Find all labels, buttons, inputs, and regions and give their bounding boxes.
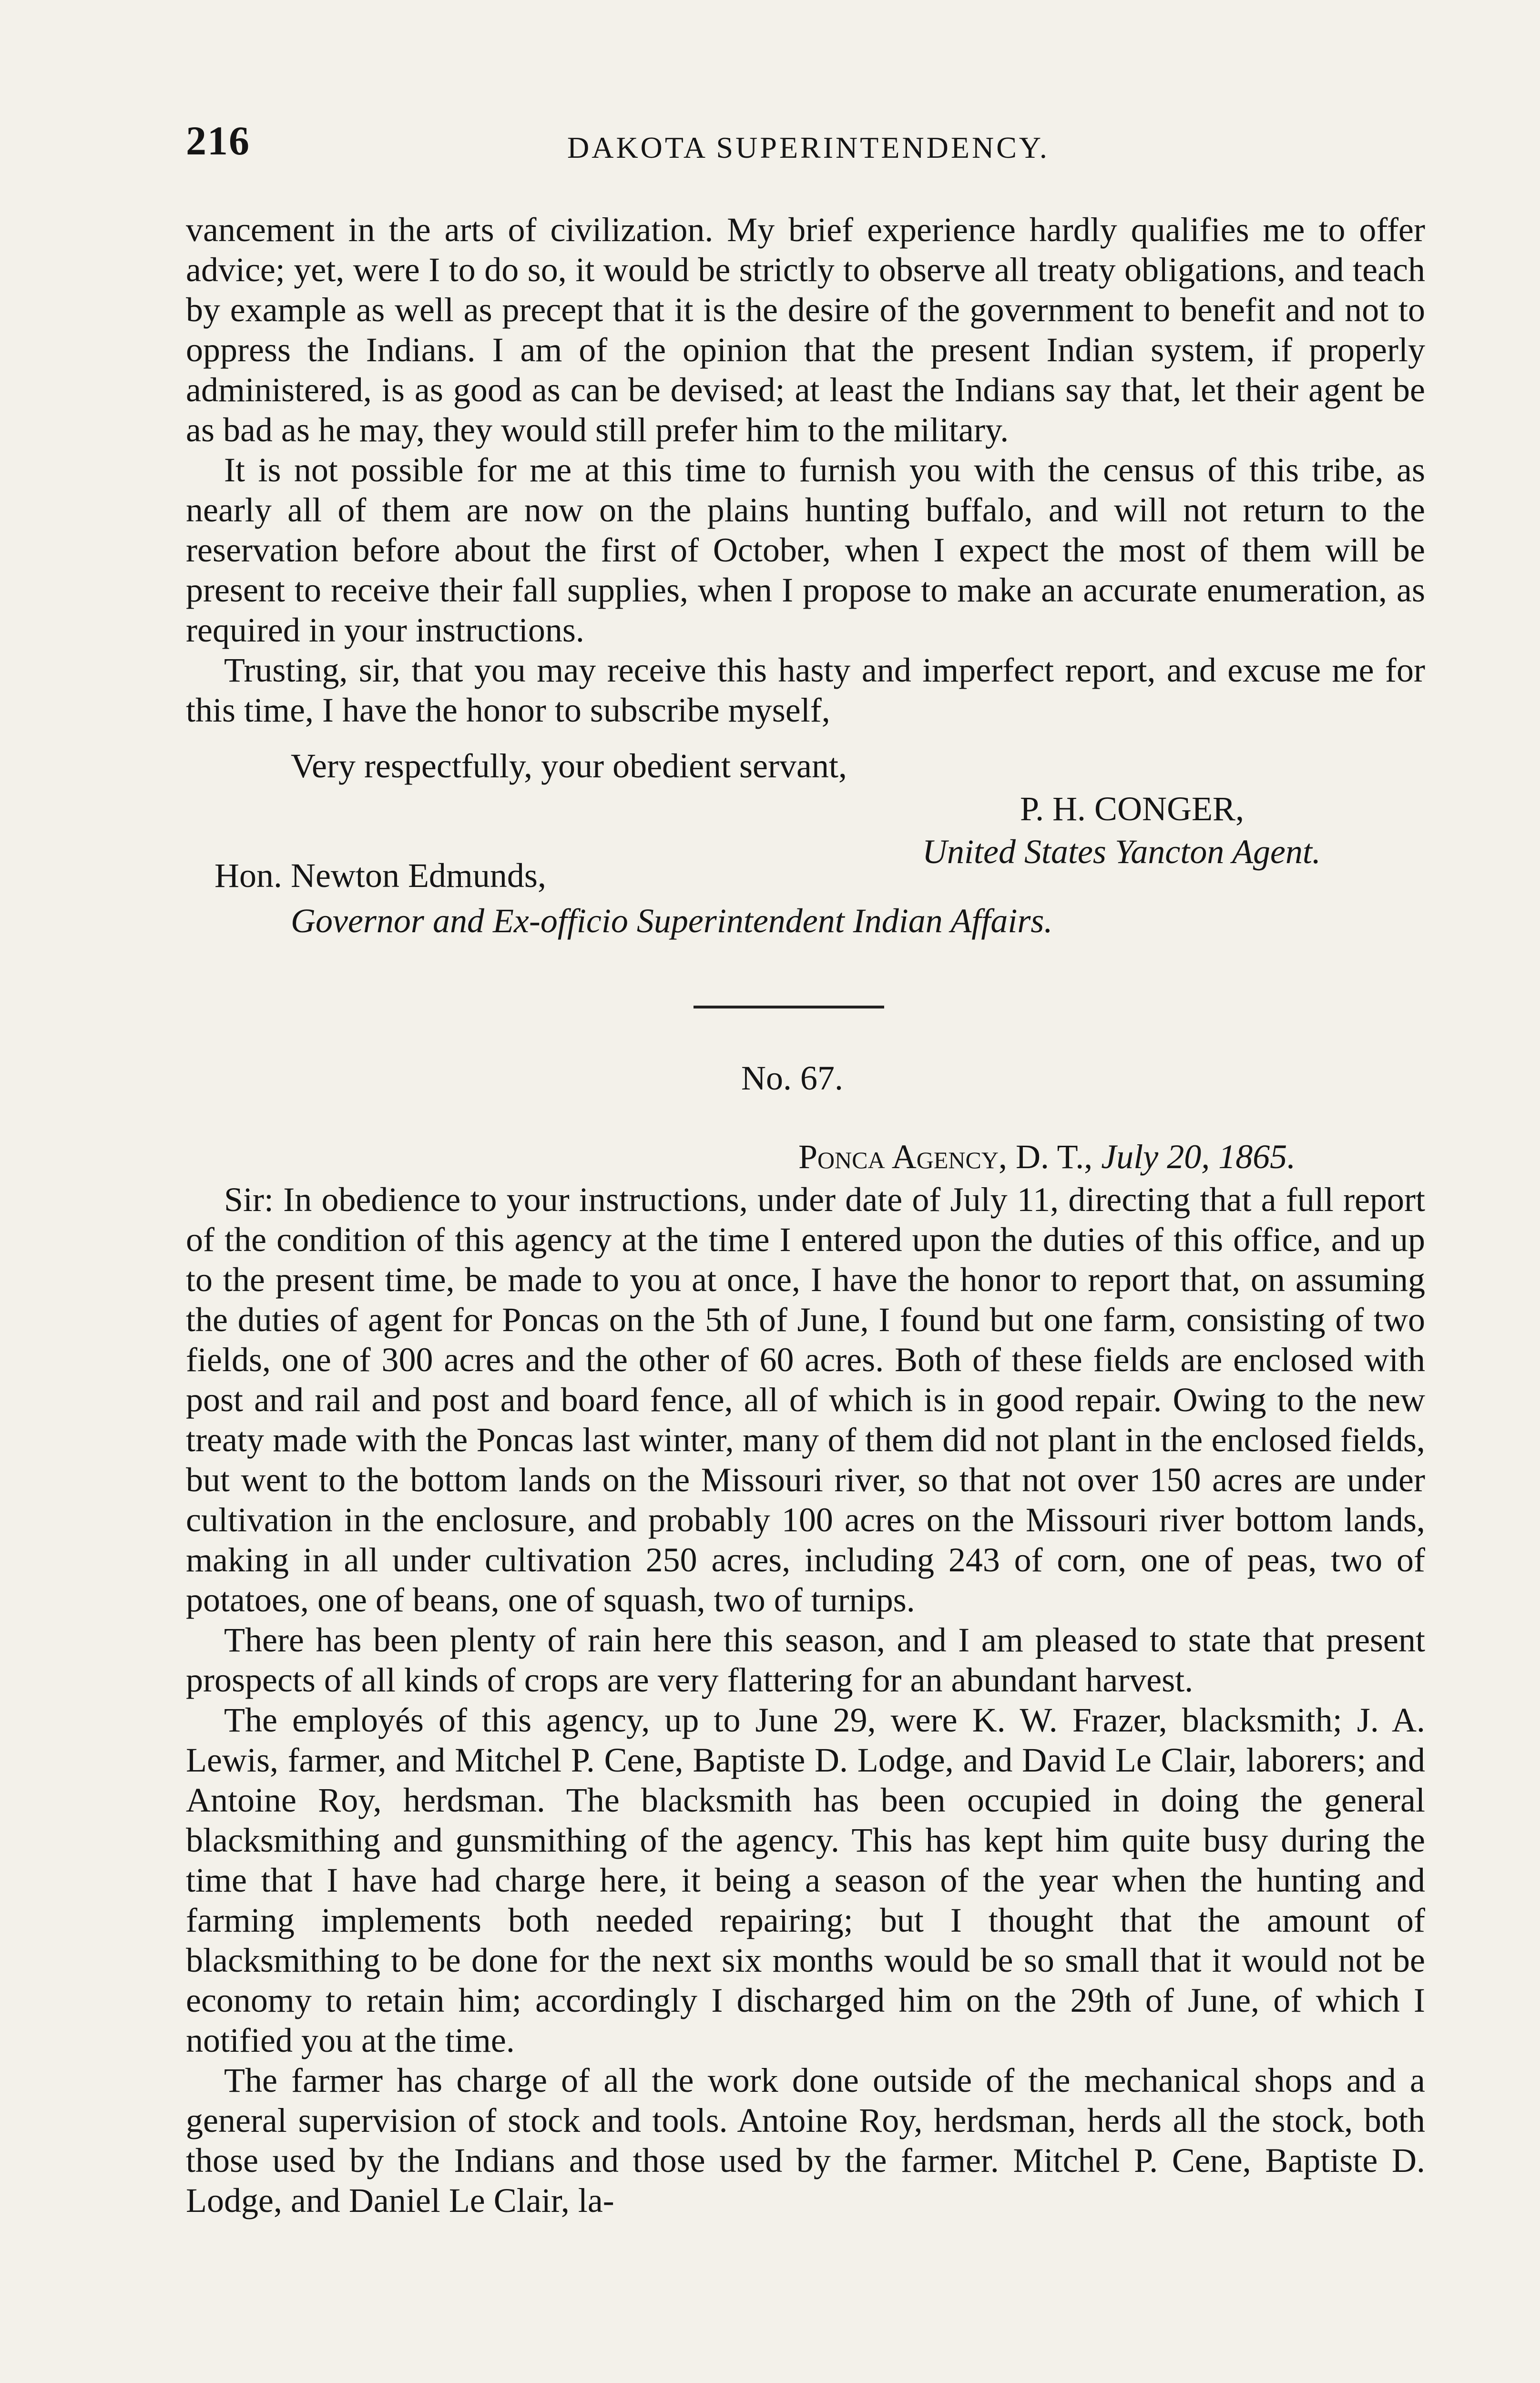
page-number: 216 — [186, 118, 250, 163]
paragraph: The employés of this agency, up to June 29, were K. W. Frazer, blacksmith; J. A. Lewis, farmer, and Mitchel P. Cene, Baptiste D. Lodge, and David Le Clair, laborers; and Antoine Roy, herdsman. The blacksmith has been occupied in doing the general blacksmithing and gunsmithing of the agency. This has kept him quite busy during the time that I have had charge here, it being a season of the year when the hunting and farming implements both needed repairing; but I thought that the amount of blacksmithing to be done for the next six months would be so small that it would not be economy to retain him; accordingly I discharged him on the 29th of June, of which I notified you at the time. — [186, 1701, 1425, 2059]
paragraph: The farmer has charge of all the work done outside of the mechanical shops and a general supervision of stock and tools. Antoine Roy, herdsman, herds all the stock, both those used by the Indians and those used by the farmer. Mitchel P. Cene, Baptiste D. Lodge, and Daniel Le Clair, la- — [186, 2061, 1425, 2220]
paragraph: Trusting, sir, that you may receive this hasty and imperfect report, and excuse me for this time, I have the honor to subscribe myself, — [186, 651, 1425, 729]
paragraph: It is not possible for me at this time to furnish you with the census of this tribe, as nearly all of them are now on the plains hunting buffalo, and will not return to the reservation before about the first of October, when I expect the most of them will be present to receive their fall supplies, when I propose to make an accurate enumeration, as required in your instructions. — [186, 451, 1425, 649]
letter-one-body — [186, 210, 1425, 730]
addressee-name: Hon. Newton Edmunds, — [214, 856, 546, 895]
paragraph: vancement in the arts of civilization. My brief experience hardly qualifies me to offer advice; yet, were I to do so, it would be strictly to observe all treaty obligations, and teach by example as well as precept that it is the desire of the government to benefit and not to oppress the Indians. I am of the opinion that the present Indian system, if properly administered, is as good as can be devised; at least the Indians say that, let their agent be as bad as he may, they would still prefer him to the military. — [186, 211, 1425, 449]
closing-salutation: Very respectfully, your obedient servant, — [291, 747, 847, 785]
dateline-date: July 20, 1865. — [1101, 1138, 1296, 1176]
dateline-place: Ponca Agency, D. T., — [798, 1138, 1093, 1176]
paragraph: There has been plenty of rain here this season, and I am pleased to state that present prospects of all kinds of crops are very flattering for an abundant harvest. — [186, 1621, 1425, 1699]
signature-title: United States Yancton Agent. — [922, 833, 1321, 871]
dateline — [798, 1137, 1295, 1177]
page-header — [186, 117, 1425, 183]
section-divider — [694, 1006, 884, 1008]
section-number: No. 67. — [741, 1059, 843, 1097]
signature-name: P. H. CONGER, — [1020, 790, 1244, 828]
paragraph: Sir: In obedience to your instructions, under date of July 11, directing that a full report of the condition of this agency at the time I entered upon the duties of this office, and up to the present time, be made to you at once, I have the honor to report that, on assuming the duties of agent for Poncas on the 5th of June, I found but one farm, consisting of two fields, one of 300 acres and the other of 60 acres. Both of these fields are enclosed with post and rail and post and board fence, all of which is in good repair. Owing to the new treaty made with the Poncas last winter, many of them did not plant in the enclosed fields, but went to the bottom lands on the Missouri river, so that not over 150 acres are under cultivation in the enclosure, and probably 100 acres on the Missouri river bottom lands, making in all under cultivation 250 acres, including 243 of corn, one of peas, two of potatoes, one of beans, one of squash, two of turnips. — [186, 1181, 1425, 1619]
letter-two-body — [186, 1180, 1425, 2220]
addressee-title: Governor and Ex-officio Superintendent Indian Affairs. — [291, 902, 1053, 940]
running-head: DAKOTA SUPERINTENDENCY. — [567, 131, 1050, 164]
